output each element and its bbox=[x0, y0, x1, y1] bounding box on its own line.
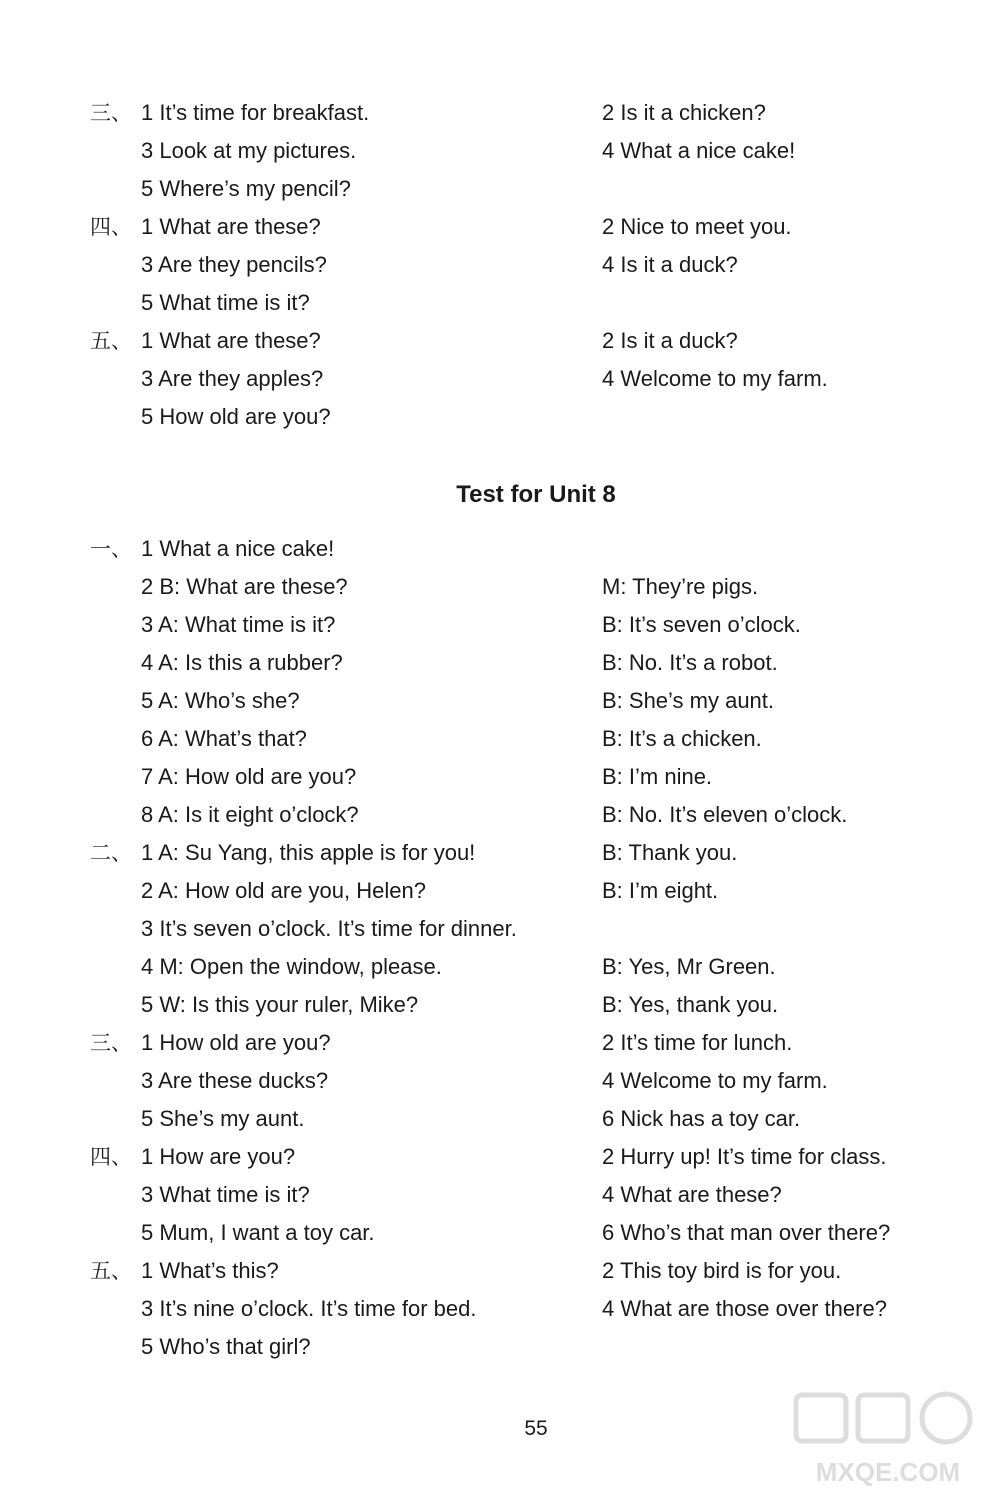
answer-row bbox=[0, 1290, 1000, 1328]
answer-right: 2 This toy bird is for you. bbox=[602, 1258, 842, 1283]
answer-left: 1 How are you? bbox=[141, 1144, 296, 1169]
answer-left: 5 How old are you? bbox=[141, 404, 331, 429]
answer-left: 5 Where’s my pencil? bbox=[141, 176, 351, 201]
answer-right: B: I’m eight. bbox=[602, 878, 719, 903]
answer-left: 1 What are these? bbox=[141, 328, 321, 353]
answer-row bbox=[0, 1176, 1000, 1214]
answer-row bbox=[0, 1062, 1000, 1100]
answer-row bbox=[0, 606, 1000, 644]
answer-row bbox=[0, 398, 1000, 436]
answer-right: 4 What are these? bbox=[602, 1182, 782, 1207]
answer-right: 6 Nick has a toy car. bbox=[602, 1106, 801, 1131]
answer-row bbox=[0, 1328, 1000, 1366]
page-number: 55 bbox=[524, 1417, 548, 1440]
question-number: 二、 bbox=[90, 841, 132, 865]
answer-right: 4 What a nice cake! bbox=[602, 138, 796, 163]
answer-row bbox=[0, 758, 1000, 796]
answer-left: 3 Are they apples? bbox=[141, 366, 324, 391]
answer-left: 3 It’s seven o’clock. It’s time for dinner. bbox=[141, 916, 517, 941]
answer-row bbox=[0, 1138, 1000, 1176]
answer-left: 1 What are these? bbox=[141, 214, 321, 239]
answer-right: B: Thank you. bbox=[602, 840, 738, 865]
answer-row bbox=[0, 1214, 1000, 1252]
answer-right: 2 Is it a duck? bbox=[602, 328, 738, 353]
answer-right: B: It’s a chicken. bbox=[602, 726, 762, 751]
answer-left: 3 Look at my pictures. bbox=[141, 138, 357, 163]
answer-row bbox=[0, 132, 1000, 170]
answer-row bbox=[0, 568, 1000, 606]
answer-section-unit-8 bbox=[0, 530, 1000, 1366]
section-title: Test for Unit 8 bbox=[456, 481, 616, 508]
answer-left: 6 A: What’s that? bbox=[141, 726, 307, 751]
answer-left: 3 Are they pencils? bbox=[141, 252, 327, 277]
answer-row bbox=[0, 720, 1000, 758]
answer-left: 7 A: How old are you? bbox=[141, 764, 357, 789]
answer-right: 2 It’s time for lunch. bbox=[602, 1030, 793, 1055]
answer-left: 1 What’s this? bbox=[141, 1258, 279, 1283]
answer-row bbox=[0, 94, 1000, 132]
answer-row bbox=[0, 530, 1000, 568]
answer-row bbox=[0, 796, 1000, 834]
answer-left: 8 A: Is it eight o’clock? bbox=[141, 802, 359, 827]
answer-right: B: Yes, Mr Green. bbox=[602, 954, 776, 979]
answer-right: 4 Welcome to my farm. bbox=[602, 1068, 828, 1093]
answer-right: 6 Who’s that man over there? bbox=[602, 1220, 891, 1245]
question-number: 一、 bbox=[90, 537, 132, 561]
answer-left: 3 What time is it? bbox=[141, 1182, 310, 1207]
answer-row bbox=[0, 948, 1000, 986]
answer-right: 2 Hurry up! It’s time for class. bbox=[602, 1144, 887, 1169]
answer-row bbox=[0, 872, 1000, 910]
answer-row bbox=[0, 1252, 1000, 1290]
answer-left: 4 A: Is this a rubber? bbox=[141, 650, 343, 675]
answer-right: B: She’s my aunt. bbox=[602, 688, 775, 713]
answer-right: B: No. It’s a robot. bbox=[602, 650, 778, 675]
answer-row bbox=[0, 910, 1000, 948]
answer-left: 5 Who’s that girl? bbox=[141, 1334, 311, 1359]
answer-left: 2 A: How old are you, Helen? bbox=[141, 878, 426, 903]
answer-left: 5 She’s my aunt. bbox=[141, 1106, 305, 1131]
answer-right: 2 Is it a chicken? bbox=[602, 100, 766, 125]
question-number: 五、 bbox=[90, 1259, 132, 1283]
answer-left: 5 What time is it? bbox=[141, 290, 310, 315]
answer-right: 4 Welcome to my farm. bbox=[602, 366, 828, 391]
answer-left: 1 How old are you? bbox=[141, 1030, 331, 1055]
answer-row bbox=[0, 208, 1000, 246]
answer-right: B: It’s seven o’clock. bbox=[602, 612, 801, 637]
answer-right: B: I’m nine. bbox=[602, 764, 713, 789]
answer-left: 2 B: What are these? bbox=[141, 574, 348, 599]
question-number: 三、 bbox=[90, 1031, 132, 1055]
answer-row bbox=[0, 1100, 1000, 1138]
answer-right: M: They’re pigs. bbox=[602, 574, 759, 599]
answer-left: 3 Are these ducks? bbox=[141, 1068, 329, 1093]
answer-row bbox=[0, 284, 1000, 322]
watermark-text: MXQE.COM bbox=[815, 1457, 961, 1487]
answer-row bbox=[0, 986, 1000, 1024]
watermark-logo bbox=[788, 1385, 988, 1490]
answer-left: 3 A: What time is it? bbox=[141, 612, 336, 637]
answer-row bbox=[0, 246, 1000, 284]
question-number: 五、 bbox=[90, 329, 132, 353]
answer-left: 5 Mum, I want a toy car. bbox=[141, 1220, 375, 1245]
answer-row bbox=[0, 834, 1000, 872]
answer-row bbox=[0, 322, 1000, 360]
answer-left: 5 W: Is this your ruler, Mike? bbox=[141, 992, 419, 1017]
question-number: 三、 bbox=[90, 101, 132, 125]
answer-left: 1 A: Su Yang, this apple is for you! bbox=[141, 840, 476, 865]
answer-right: B: Yes, thank you. bbox=[602, 992, 779, 1017]
answer-row bbox=[0, 644, 1000, 682]
answer-right: 2 Nice to meet you. bbox=[602, 214, 792, 239]
answer-right: B: No. It’s eleven o’clock. bbox=[602, 802, 848, 827]
question-number: 四、 bbox=[90, 1145, 132, 1169]
answer-row bbox=[0, 360, 1000, 398]
answer-right: 4 Is it a duck? bbox=[602, 252, 738, 277]
answer-left: 5 A: Who’s she? bbox=[141, 688, 300, 713]
answer-left: 4 M: Open the window, please. bbox=[141, 954, 442, 979]
question-number: 四、 bbox=[90, 215, 132, 239]
answer-row bbox=[0, 1024, 1000, 1062]
answer-right: 4 What are those over there? bbox=[602, 1296, 887, 1321]
answer-row bbox=[0, 170, 1000, 208]
answer-section-top bbox=[0, 94, 1000, 436]
answer-left: 1 What a nice cake! bbox=[141, 536, 335, 561]
answer-row bbox=[0, 682, 1000, 720]
answer-left: 3 It’s nine o’clock. It’s time for bed. bbox=[141, 1296, 477, 1321]
answer-left: 1 It’s time for breakfast. bbox=[141, 100, 370, 125]
